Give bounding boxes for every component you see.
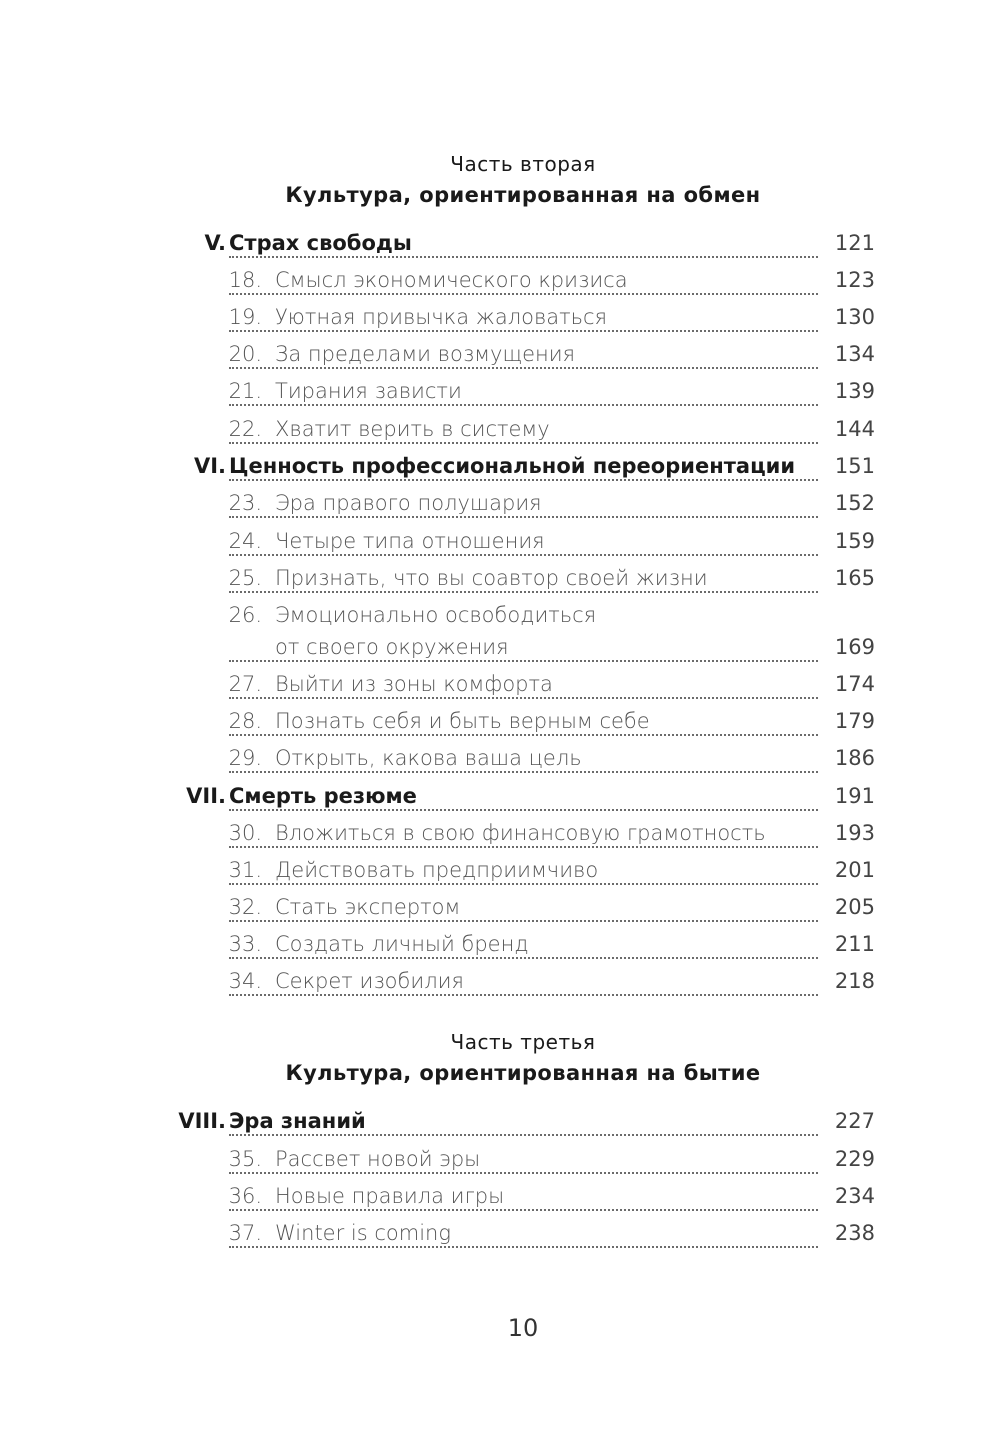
toc-number: 33.	[228, 932, 262, 956]
toc-entry[interactable]	[0, 1147, 1000, 1181]
toc-entry[interactable]	[0, 932, 1000, 966]
toc-entry[interactable]	[0, 672, 1000, 706]
toc-number: 26.	[228, 603, 262, 627]
toc-title: Рассвет новой эры	[275, 1147, 486, 1171]
toc-page-number: 130	[834, 305, 875, 329]
toc-number: VIII.	[178, 1109, 226, 1133]
toc-page-number: 169	[834, 635, 875, 659]
toc-page-number: 186	[834, 746, 875, 770]
toc-number: 36.	[228, 1184, 262, 1208]
toc-number: 25.	[228, 566, 262, 590]
toc-title: Создать личный бренд	[275, 932, 535, 956]
toc-number: 23.	[228, 491, 262, 515]
toc-title: Хватит верить в систему	[275, 417, 556, 441]
toc-entry[interactable]	[0, 709, 1000, 743]
toc-entry[interactable]	[0, 746, 1000, 780]
toc-title: Действовать предприимчиво	[275, 858, 604, 882]
toc-page-number: 165	[834, 566, 875, 590]
toc-title: Познать себя и быть верным себе	[275, 709, 656, 733]
toc-number: 19.	[228, 305, 262, 329]
toc-page-number: 151	[834, 454, 875, 478]
toc-page-number: 121	[834, 231, 875, 255]
toc-entry[interactable]	[0, 305, 1000, 339]
toc-title: Winter is coming	[275, 1221, 457, 1245]
toc-page-number: 174	[834, 672, 875, 696]
toc-title-line-2: от своего окружения	[275, 635, 515, 659]
toc-page-number: 211	[834, 932, 875, 956]
toc-number: 24.	[228, 529, 262, 553]
toc-page-number: 134	[834, 342, 875, 366]
toc-entry[interactable]	[0, 491, 1000, 525]
toc-title: Вложиться в свою финансовую грамотность	[275, 821, 772, 845]
toc-title: Эра правого полушария	[275, 491, 548, 515]
toc-entry[interactable]	[0, 379, 1000, 413]
toc-title: Стать экспертом	[275, 895, 466, 919]
part-three-title: Культура, ориентированная на бытие	[285, 1061, 761, 1085]
toc-entry[interactable]	[0, 858, 1000, 892]
toc-number: 29.	[228, 746, 262, 770]
toc-entry[interactable]	[0, 895, 1000, 929]
toc-title: За пределами возмущения	[275, 342, 581, 366]
toc-number: 18.	[228, 268, 262, 292]
toc-entry[interactable]	[0, 1221, 1000, 1255]
toc-title: Новые правила игры	[275, 1184, 510, 1208]
toc-title: Выйти из зоны комфорта	[275, 672, 559, 696]
toc-page-number: 193	[834, 821, 875, 845]
toc-page-number: 139	[834, 379, 875, 403]
part-two-title: Культура, ориентированная на обмен	[285, 183, 761, 207]
toc-entry-first-line[interactable]	[0, 603, 1000, 637]
toc-title: Страх свободы	[229, 231, 418, 255]
toc-page-number: 123	[834, 268, 875, 292]
toc-number: 32.	[228, 895, 262, 919]
toc-chapter[interactable]	[0, 1109, 1000, 1143]
toc-number: 37.	[228, 1221, 262, 1245]
toc-page-number: 201	[834, 858, 875, 882]
toc-title: Эра знаний	[229, 1109, 372, 1133]
toc-number: 30.	[228, 821, 262, 845]
toc-chapter[interactable]	[0, 231, 1000, 265]
toc-title: Открыть, какова ваша цель	[275, 746, 588, 770]
folio-page-number: 10	[507, 1314, 539, 1342]
toc-page-number: 227	[834, 1109, 875, 1133]
toc-entry[interactable]	[0, 342, 1000, 376]
toc-title: Признать, что вы соавтор своей жизни	[275, 566, 714, 590]
toc-chapter[interactable]	[0, 454, 1000, 488]
toc-page-number: 234	[834, 1184, 875, 1208]
toc-entry[interactable]	[0, 529, 1000, 563]
toc-page-number: 179	[834, 709, 875, 733]
toc-number: 27.	[228, 672, 262, 696]
toc-entry[interactable]	[0, 1184, 1000, 1218]
toc-number: VI.	[193, 454, 226, 478]
toc-number: 28.	[228, 709, 262, 733]
toc-page-number: 152	[834, 491, 875, 515]
toc-title: Смерть резюме	[229, 784, 423, 808]
toc-title: Тирания зависти	[275, 379, 468, 403]
toc-number: 34.	[228, 969, 262, 993]
toc-title: Ценность профессиональной переориентации	[229, 454, 801, 478]
toc-entry[interactable]	[0, 417, 1000, 451]
toc-entry[interactable]	[0, 969, 1000, 1003]
toc-page-number: 159	[834, 529, 875, 553]
toc-page-number: 144	[834, 417, 875, 441]
toc-number: V.	[204, 231, 226, 255]
toc-entry[interactable]	[0, 821, 1000, 855]
toc-number: 20.	[228, 342, 262, 366]
toc-number: 21.	[228, 379, 262, 403]
toc-title: Уютная привычка жаловаться	[275, 305, 613, 329]
toc-entry[interactable]	[0, 566, 1000, 600]
toc-number: VII.	[186, 784, 226, 808]
toc-title-line-1: Эмоционально освободиться	[275, 603, 602, 627]
toc-number: 31.	[228, 858, 262, 882]
toc-number: 35.	[228, 1147, 262, 1171]
toc-entry[interactable]	[0, 268, 1000, 302]
toc-number: 22.	[228, 417, 262, 441]
part-three-label: Часть третья	[450, 1030, 596, 1054]
toc-page-number: 205	[834, 895, 875, 919]
toc-page-number: 238	[834, 1221, 875, 1245]
toc-title: Четыре типа отношения	[275, 529, 551, 553]
toc-page-number: 191	[834, 784, 875, 808]
toc-entry-continuation[interactable]	[0, 635, 1000, 669]
toc-title: Смысл экономического кризиса	[275, 268, 634, 292]
part-two-label: Часть вторая	[450, 152, 596, 176]
toc-chapter[interactable]	[0, 784, 1000, 818]
toc-page-number: 218	[834, 969, 875, 993]
toc-page-number: 229	[834, 1147, 875, 1171]
toc-title: Секрет изобилия	[275, 969, 470, 993]
